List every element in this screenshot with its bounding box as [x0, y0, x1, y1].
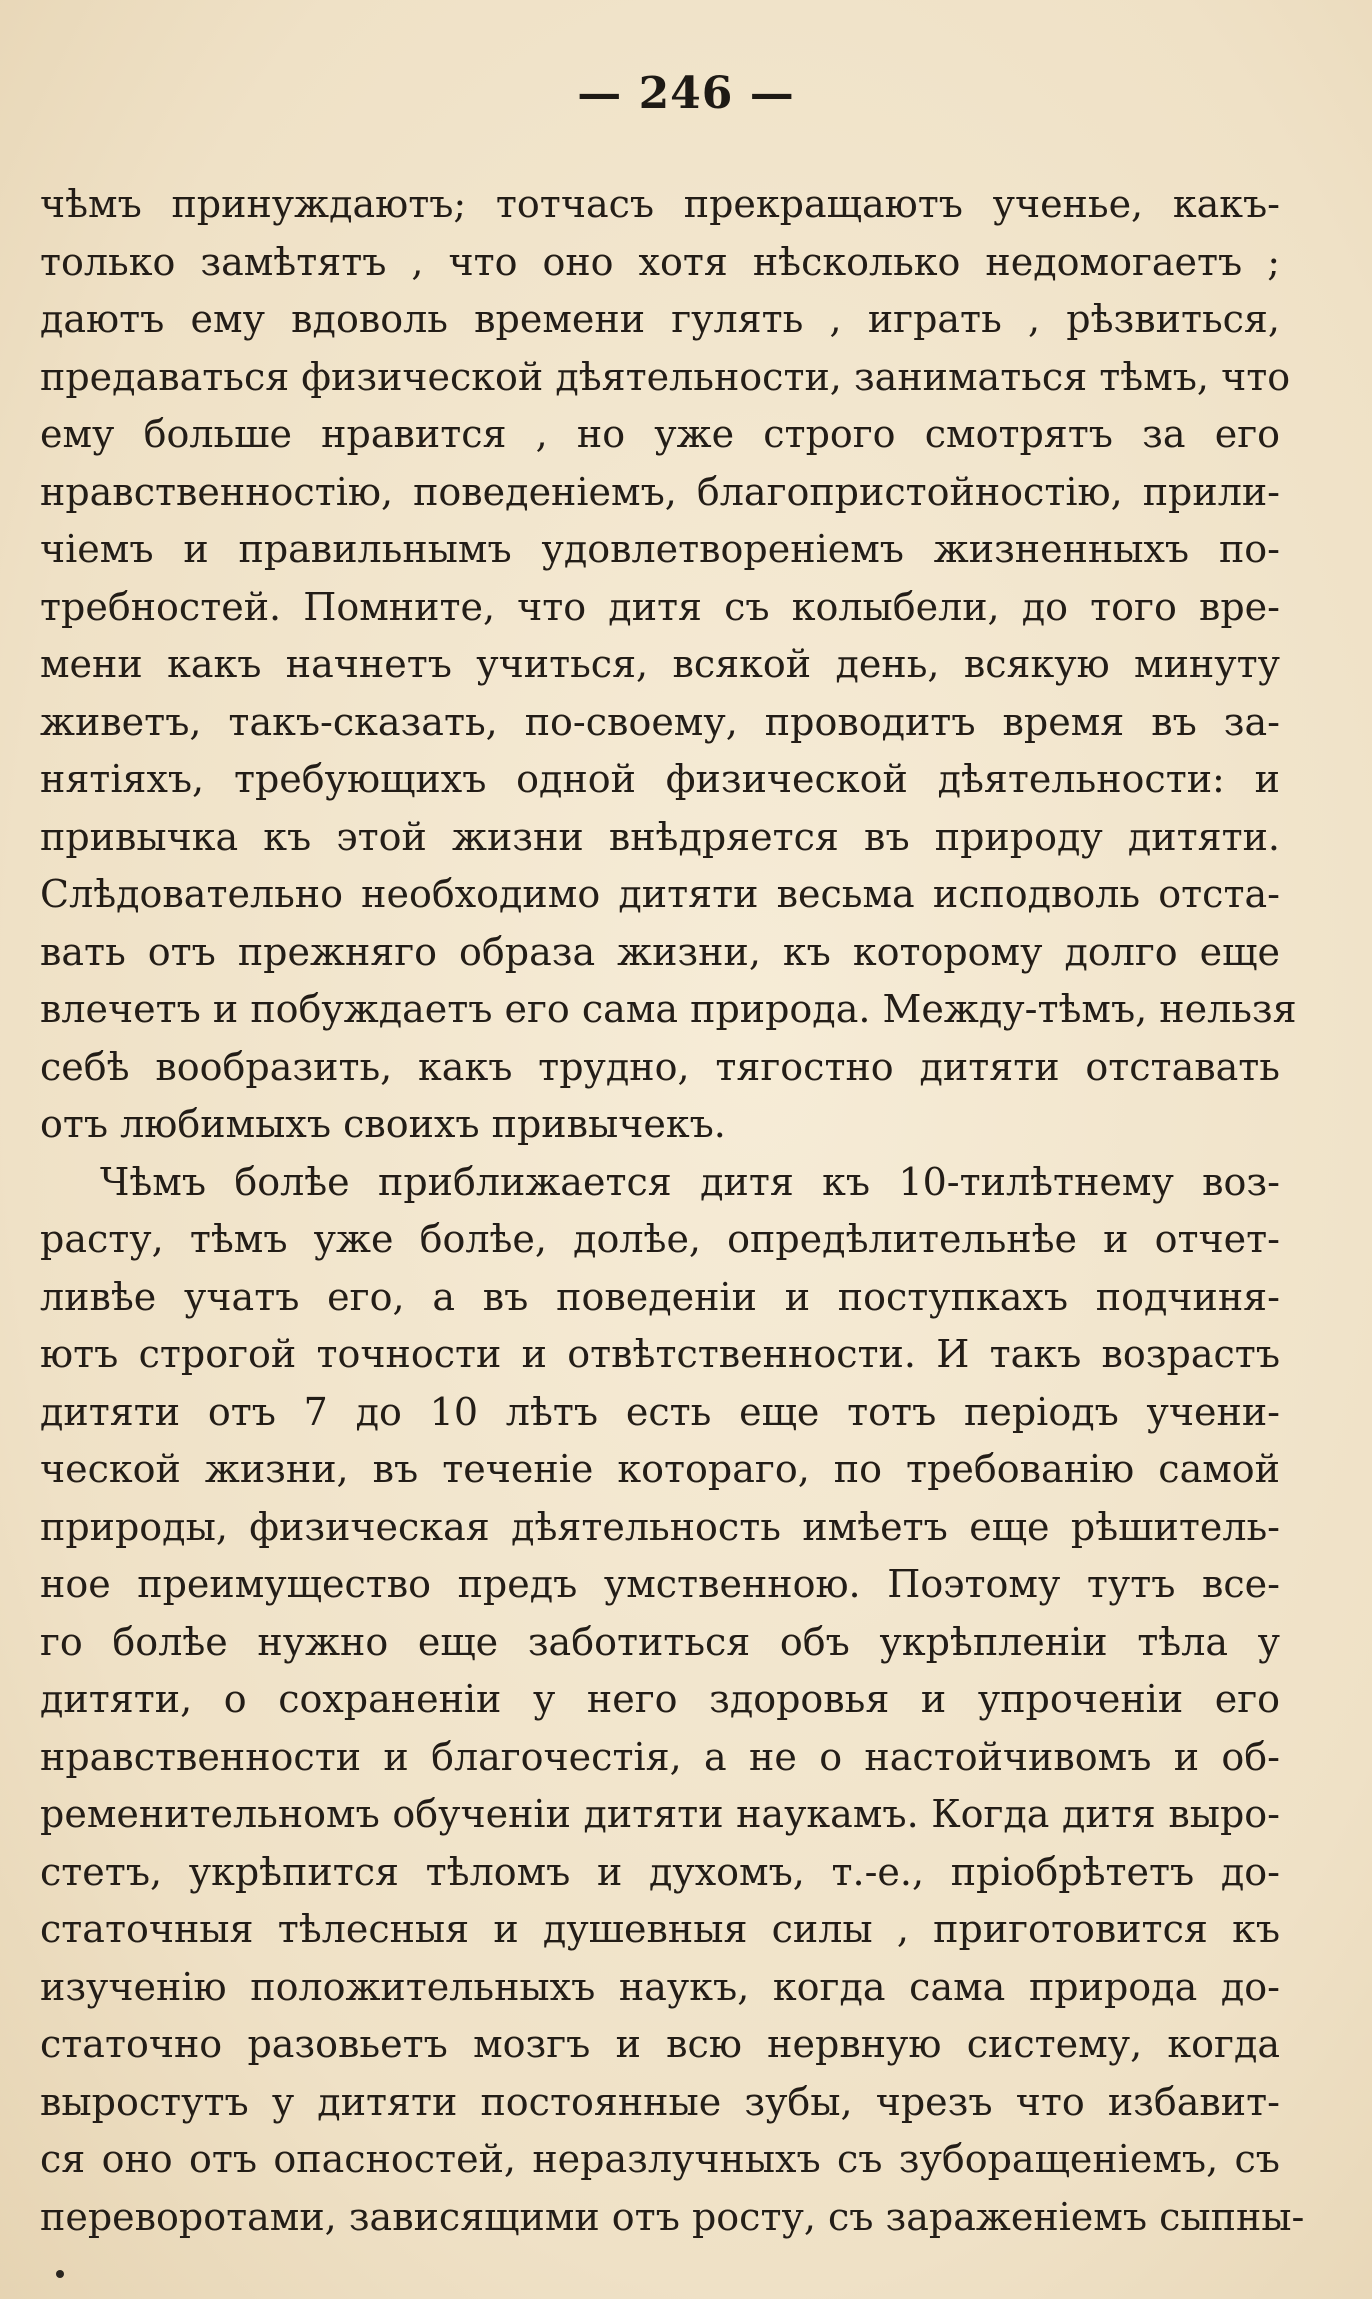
- text-line: привычка къ этой жизни внѣдряется въ природу дитяти.: [40, 814, 1280, 859]
- text-line: ся оно отъ опасностей, неразлучныхъ съ зуборащеніемъ, съ: [40, 2137, 1280, 2181]
- text-line: природы, физическая дѣятельность имѣетъ еще рѣшитель-: [40, 1504, 1280, 1549]
- text-line: живетъ, такъ-сказать, по-своему, проводитъ время въ за-: [40, 699, 1280, 744]
- text-line: статочныя тѣлесныя и душевныя силы , приготовится къ: [40, 1907, 1280, 1951]
- text-line: нравственностію, поведеніемъ, благопристойностію, прили-: [40, 469, 1280, 514]
- text-line: мени какъ начнетъ учиться, всякой день, всякую минуту: [40, 642, 1280, 686]
- text-line: ременительномъ обученіи дитяти наукамъ. Когда дитя выро-: [40, 1792, 1280, 1836]
- text-line: себѣ вообразить, какъ трудно, тягостно дитяти отставать: [40, 1044, 1280, 1089]
- text-line: ему больше нравится , но уже строго смотрятъ за его: [40, 412, 1280, 456]
- text-line: изученію положительныхъ наукъ, когда сама природа до-: [40, 1964, 1280, 2009]
- text-line: вать отъ прежняго образа жизни, къ которому долго еще: [40, 929, 1280, 974]
- text-line: Слѣдовательно необходимо дитяти весьма исподволь отста-: [40, 872, 1280, 916]
- text-line: чіемъ и правильнымъ удовлетвореніемъ жизненныхъ по-: [40, 527, 1280, 571]
- text-line: только замѣтятъ , что оно хотя нѣсколько недомогаетъ ;: [40, 239, 1280, 284]
- text-line: нравственности и благочестія, а не о настойчивомъ и об-: [40, 1734, 1280, 1779]
- text-line: дитяти отъ 7 до 10 лѣтъ есть еще тотъ періодъ учени-: [40, 1389, 1280, 1434]
- page-number: — 246 —: [577, 68, 795, 119]
- text-line: ное преимущество предъ умственною. Поэтому тутъ все-: [40, 1562, 1280, 1606]
- text-line: ютъ строгой точности и отвѣтственности. И такъ возрастъ: [40, 1332, 1280, 1376]
- text-line: расту, тѣмъ уже болѣе, долѣе, опредѣлительнѣе и отчет-: [40, 1217, 1280, 1261]
- ink-speck: [56, 2270, 64, 2278]
- text-line: выростутъ у дитяти постоянные зубы, чрезъ что избавит-: [40, 2079, 1280, 2124]
- text-line: статочно разовьетъ мозгъ и всю нервную систему, когда: [40, 2022, 1280, 2066]
- text-line: ливѣе учатъ его, а въ поведеніи и поступкахъ подчиня-: [40, 1274, 1280, 1319]
- paragraph-start-line: Чѣмъ болѣе приближается дитя къ 10-тилѣтнему воз-: [100, 1159, 1280, 1204]
- text-line: предаваться физической дѣятельности, заниматься тѣмъ, что: [40, 354, 1291, 399]
- text-line: даютъ ему вдоволь времени гулять , играть , рѣзвиться,: [40, 297, 1280, 341]
- paragraph-end-line: отъ любимыхъ своихъ привычекъ.: [40, 1102, 726, 1146]
- text-line: переворотами, зависящими отъ росту, съ зараженіемъ сыпны-: [40, 2194, 1305, 2239]
- text-line: чѣмъ принуждаютъ; тотчасъ прекращаютъ ученье, какъ-: [40, 182, 1280, 226]
- text-line: ческой жизни, въ теченіе котораго, по требованію самой: [40, 1447, 1280, 1491]
- body-text: [40, 176, 1305, 2246]
- text-line: стетъ, укрѣпится тѣломъ и духомъ, т.-е., пріобрѣтетъ до-: [40, 1849, 1280, 1894]
- text-line: дитяти, о сохраненіи у него здоровья и упроченіи его: [40, 1677, 1280, 1721]
- text-line: нятіяхъ, требующихъ одной физической дѣятельности: и: [40, 757, 1280, 801]
- text-line: требностей. Помните, что дитя съ колыбели, до того вре-: [40, 584, 1280, 629]
- text-line: влечетъ и побуждаетъ его сама природа. Между-тѣмъ, нельзя: [40, 987, 1297, 1031]
- text-line: го болѣе нужно еще заботиться объ укрѣпленіи тѣла у: [40, 1619, 1280, 1664]
